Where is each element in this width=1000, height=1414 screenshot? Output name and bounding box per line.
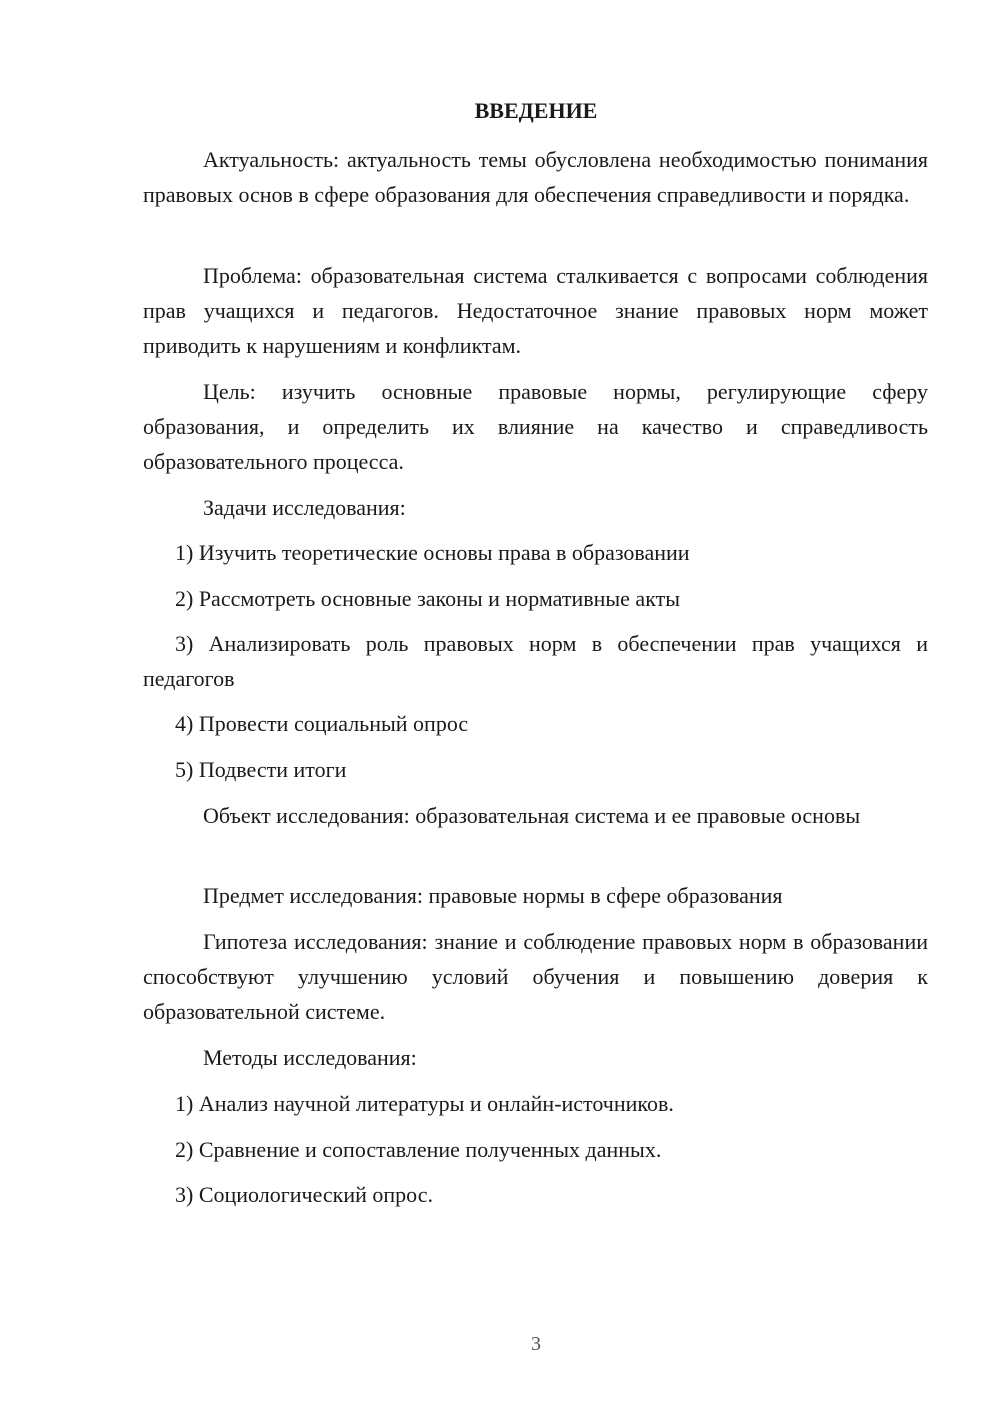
page-title: ВВЕДЕНИЕ bbox=[474, 98, 598, 123]
method-item-3 bbox=[143, 1177, 928, 1212]
list-item: 3) Анализировать роль правовых норм в обеспечении прав учащихся и педагогов bbox=[143, 631, 928, 691]
list-item: 5) Подвести итоги bbox=[175, 757, 347, 782]
list-item: 2) Рассмотреть основные законы и нормативные акты bbox=[175, 586, 680, 611]
task-item-1 bbox=[143, 535, 928, 570]
paragraph-relevance bbox=[143, 142, 928, 212]
paragraph-object bbox=[143, 798, 928, 833]
relevance-text: Актуальность: актуальность темы обусловлена необходимостью понимания правовых основ в сфере образования для обеспечения справедливости и порядка. bbox=[143, 147, 928, 207]
page-number: 3 bbox=[531, 1333, 541, 1355]
paragraph-problem bbox=[143, 258, 928, 363]
tasks-heading bbox=[143, 490, 928, 525]
tasks-heading-text: Задачи исследования: bbox=[203, 495, 406, 520]
goal-text: Цель: изучить основные правовые нормы, регулирующие сферу образования, и определить их влияние на качество и справедливость образовательного процесса. bbox=[143, 379, 928, 474]
method-item-1 bbox=[143, 1086, 928, 1121]
list-item: 2) Сравнение и сопоставление полученных данных. bbox=[175, 1137, 662, 1162]
hypothesis-text: Гипотеза исследования: знание и соблюдение правовых норм в образовании способствуют улучшению условий обучения и повышению доверия к образовательной системе. bbox=[143, 929, 928, 1024]
methods-heading bbox=[143, 1040, 928, 1075]
subject-text: Предмет исследования: правовые нормы в сфере образования bbox=[203, 883, 783, 908]
task-item-3 bbox=[143, 626, 928, 696]
task-item-2 bbox=[143, 581, 928, 616]
task-item-4 bbox=[143, 706, 928, 741]
list-item: 1) Анализ научной литературы и онлайн-источников. bbox=[175, 1091, 674, 1116]
task-item-5 bbox=[143, 752, 928, 787]
methods-heading-text: Методы исследования: bbox=[203, 1045, 417, 1070]
list-item: 4) Провести социальный опрос bbox=[175, 711, 469, 736]
method-item-2 bbox=[143, 1132, 928, 1167]
list-item: 3) Социологический опрос. bbox=[175, 1182, 433, 1207]
paragraph-goal bbox=[143, 374, 928, 479]
paragraph-subject bbox=[143, 878, 928, 913]
problem-text: Проблема: образовательная система сталкивается с вопросами соблюдения прав учащихся и педагогов. Недостаточное знание правовых норм может приводить к нарушениям и конфликтам. bbox=[143, 263, 928, 358]
paragraph-hypothesis bbox=[143, 924, 928, 1029]
object-text: Объект исследования: образовательная система и ее правовые основы bbox=[203, 803, 861, 828]
list-item: 1) Изучить теоретические основы права в образовании bbox=[175, 540, 690, 565]
